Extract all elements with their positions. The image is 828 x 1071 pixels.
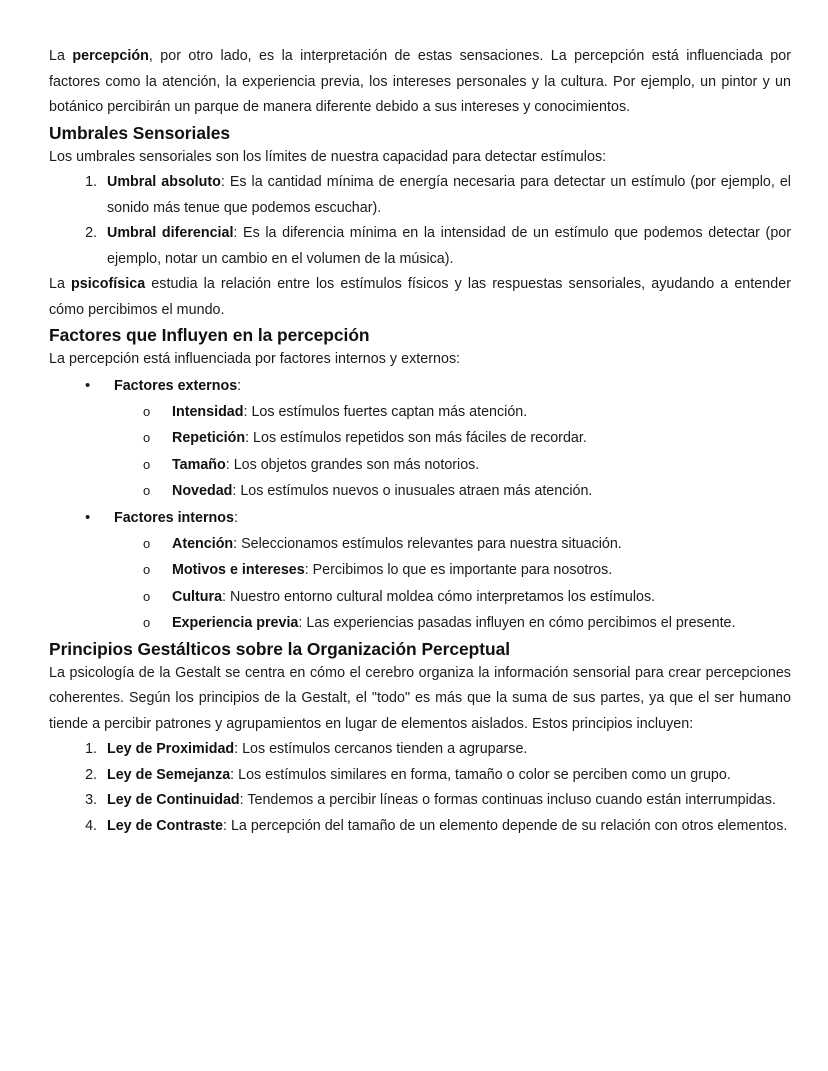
group-term-suffix: : xyxy=(233,509,238,526)
list-item xyxy=(143,531,791,558)
list-leyes-gestalt xyxy=(49,737,791,839)
circle-bullet-icon: o xyxy=(143,535,151,551)
list-item xyxy=(143,478,791,505)
paragraph-percepcion xyxy=(49,44,791,121)
circle-bullet-icon: o xyxy=(143,483,151,498)
circle-bullet-icon: o xyxy=(143,588,151,604)
list-item-body: : Las experiencias pasadas influyen en cómo percibimos el presente. xyxy=(298,615,736,631)
list-item-term: Novedad xyxy=(172,483,233,499)
list-item-term: Repetición xyxy=(172,430,246,446)
list-item-term: Ley de Contraste xyxy=(107,817,223,834)
list-item xyxy=(143,452,791,479)
circle-bullet-icon: o xyxy=(143,615,151,630)
bullet-icon: • xyxy=(85,508,91,526)
paragraph-umbrales-intro: Los umbrales sensoriales son los límites de nuestra capacidad para detectar estímulos: xyxy=(49,148,607,165)
list-item-body: : La percepción del tamaño de un elemento depende de su relación con otros elementos. xyxy=(223,817,788,834)
list-item xyxy=(143,584,791,611)
list-item-term: Cultura xyxy=(172,588,223,605)
circle-bullet-icon: o xyxy=(143,403,151,419)
list-item xyxy=(101,737,791,763)
list-factores xyxy=(49,373,791,637)
list-umbrales xyxy=(49,170,791,272)
list-item xyxy=(143,610,791,637)
list-item xyxy=(101,788,791,814)
heading-umbrales-sensoriales: Umbrales Sensoriales xyxy=(49,122,231,143)
list-item-body: : Los estímulos nuevos o inusuales atraen más atención. xyxy=(232,483,593,499)
list-item-body: : Percibimos lo que es importante para nosotros. xyxy=(304,562,613,578)
list-item xyxy=(101,814,791,840)
sublist-factores-internos xyxy=(114,531,791,637)
list-item-term: Motivos e intereses xyxy=(172,562,305,578)
list-item-term: Tamaño xyxy=(172,456,226,473)
paragraph-prefix: La xyxy=(49,276,72,292)
group-term-suffix: : xyxy=(237,377,242,394)
group-term: Factores externos xyxy=(114,377,238,394)
list-item-body: : Nuestro entorno cultural moldea cómo interpretamos los estímulos. xyxy=(222,588,656,605)
group-term: Factores internos xyxy=(114,509,234,526)
circle-bullet-icon: o xyxy=(143,456,151,472)
list-item xyxy=(101,170,791,221)
sublist-factores-externos xyxy=(114,399,791,505)
list-item xyxy=(101,221,791,272)
term-percepcion: percepción xyxy=(72,48,149,64)
paragraph-prefix: La xyxy=(49,48,73,64)
paragraph-factores-intro: La percepción está influenciada por factores internos y externos: xyxy=(49,351,461,367)
list-item-group-externos xyxy=(85,373,791,505)
list-item-term: Ley de Continuidad xyxy=(107,792,240,808)
paragraph-rest: estudia la relación entre los estímulos físicos y las respuestas sensoriales, ayudando a entender cómo percibimos el mundo. xyxy=(49,276,791,318)
list-item-term: Umbral absoluto xyxy=(107,174,221,190)
circle-bullet-icon: o xyxy=(143,430,151,445)
paragraph-rest: , por otro lado, es la interpretación de estas sensaciones. La percepción está influenciada por factores como la atención, la experiencia previa, los intereses personales y la cultura. Por ejemplo, un pintor y un botánico percibirán un parque de manera diferente debido a sus intereses y conocimientos. xyxy=(49,48,791,115)
list-item xyxy=(143,557,791,584)
heading-factores-influyen: Factores que Influyen en la percepción xyxy=(49,325,370,345)
list-item-body: : Los estímulos similares en forma, tamaño o color se perciben como un grupo. xyxy=(230,766,731,783)
list-item-term: Atención xyxy=(172,535,234,552)
list-item-body: : Los estímulos repetidos son más fáciles de recordar. xyxy=(245,430,587,446)
list-item xyxy=(143,399,791,426)
list-item-body: : Tendemos a percibir líneas o formas continuas incluso cuando están interrumpidas. xyxy=(239,792,776,808)
list-item-body: : Los estímulos fuertes captan más atención. xyxy=(243,403,528,420)
list-item xyxy=(143,425,791,452)
list-item-term: Umbral diferencial xyxy=(107,225,234,241)
heading-principios-gestalticos: Principios Gestálticos sobre la Organización Perceptual xyxy=(49,638,511,659)
list-item xyxy=(101,763,791,789)
circle-bullet-icon: o xyxy=(143,562,151,577)
paragraph-psicofisica xyxy=(49,272,791,323)
list-item-group-internos xyxy=(85,505,791,637)
list-item-body: : Seleccionamos estímulos relevantes para nuestra situación. xyxy=(233,535,622,552)
list-item-term: Experiencia previa xyxy=(172,615,299,631)
document-body xyxy=(49,44,791,839)
list-item-term: Ley de Proximidad xyxy=(107,741,235,757)
list-item-term: Intensidad xyxy=(172,403,244,420)
paragraph-gestalt: La psicología de la Gestalt se centra en cómo el cerebro organiza la información sensorial para crear percepciones coherentes. Según los principios de la Gestalt, el "todo" es más que la suma de sus partes, ya que el ser humano tiende a percibir patrones y agrupamientos en lugar de elementos aislados. Estos principios incluyen: xyxy=(49,664,791,732)
list-item-body: : Los objetos grandes son más notorios. xyxy=(225,456,480,473)
list-item-body: : Es la diferencia mínima en la intensidad de un estímulo que podemos detectar (por ejemplo, notar un cambio en el volumen de la música). xyxy=(107,225,791,267)
bullet-icon: • xyxy=(85,376,91,394)
list-item-body: : Los estímulos cercanos tienden a agruparse. xyxy=(234,741,528,757)
list-item-body: : Es la cantidad mínima de energía necesaria para detectar un estímulo (por ejemplo, el sonido más tenue que podemos escuchar). xyxy=(107,174,791,216)
list-item-term: Ley de Semejanza xyxy=(107,766,231,783)
term-psicofisica: psicofísica xyxy=(71,276,146,292)
